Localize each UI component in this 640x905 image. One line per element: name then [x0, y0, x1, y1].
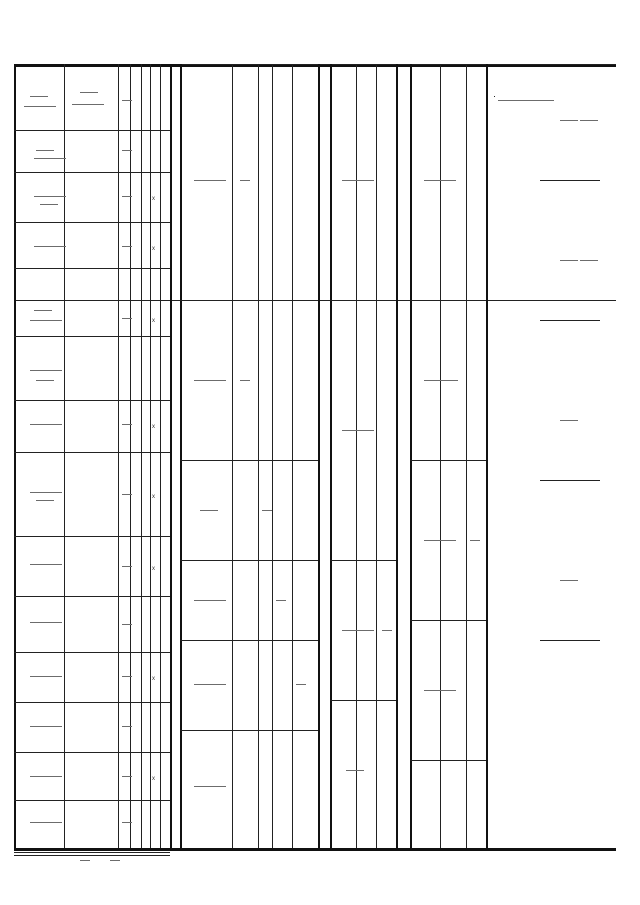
cell-x: x	[152, 246, 155, 252]
cell-x: x	[152, 566, 155, 572]
cell-x: x	[152, 776, 155, 782]
cell-x: x	[152, 196, 155, 202]
cell-x: x	[152, 494, 155, 500]
cell-x: x	[152, 676, 155, 682]
cell-x: x	[152, 318, 155, 324]
cell-x: x	[152, 424, 155, 430]
